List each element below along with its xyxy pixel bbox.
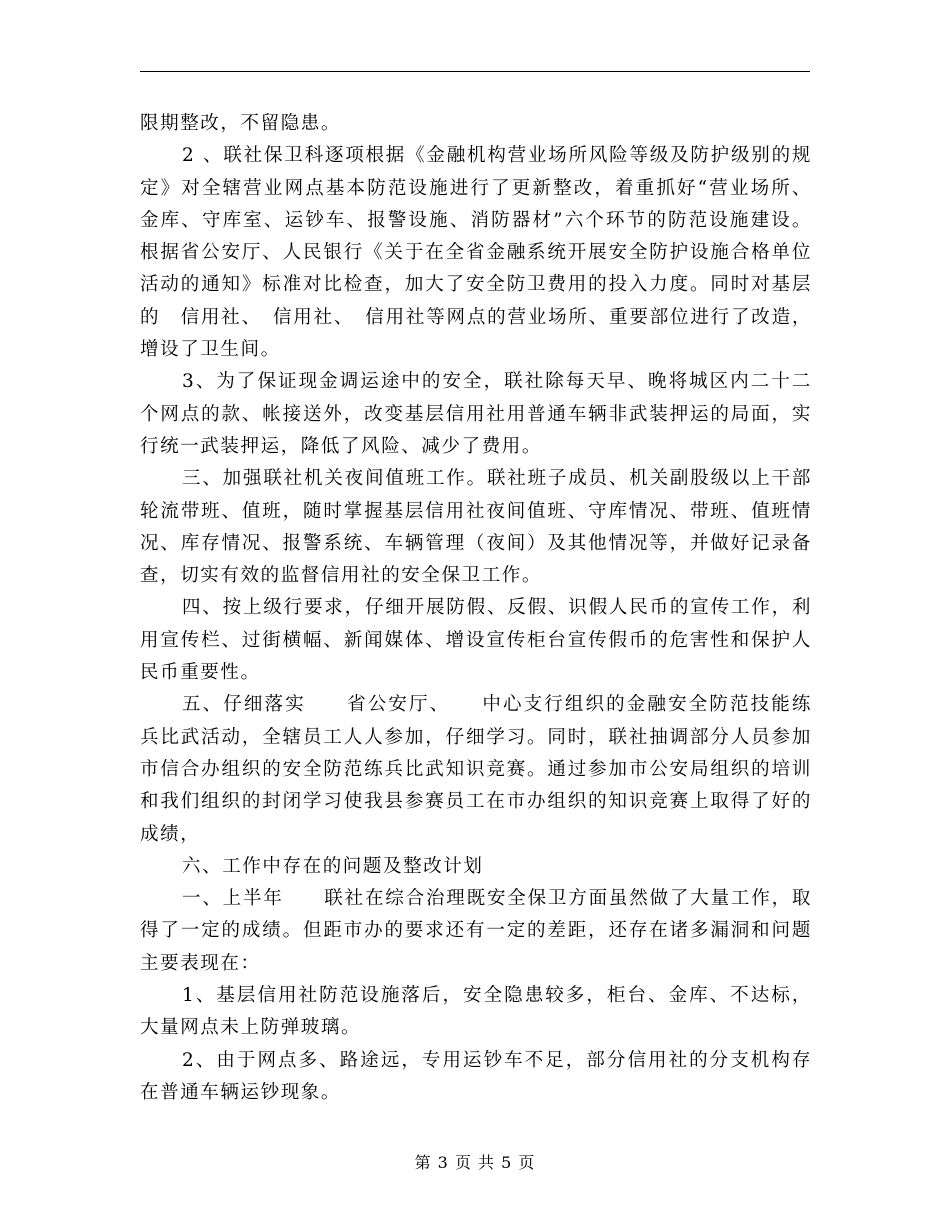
section-heading: 六、工作中存在的问题及整改计划	[182, 855, 484, 877]
paragraph: 1、基层信用社防范设施落后，安全隐患较多，柜台、金库、不达标，大量网点未上防弹玻璃。	[140, 985, 812, 1039]
body-text	[140, 108, 812, 1109]
paragraph: 五、仔细落实 省公安厅、 中心支行组织的金融安全防范技能练兵比武活动，全辖员工人人参加，仔细学习。同时，联社抽调部分人员参加市信合办组织的安全防范练兵比武知识竞赛。通过参加市公安局组织的培训和我们组织的封闭学习使我县参赛员工在市办组织的知识竞赛上取得了好的成绩，	[140, 694, 812, 845]
paragraph: 限期整改，不留隐患。	[140, 113, 342, 134]
header-rule	[140, 71, 810, 72]
paragraph: 一、上半年 联社在综合治理既安全保卫方面虽然做了大量工作，取得了一定的成绩。但距市办的要求还有一定的差距，还存在诸多漏洞和问题主要表现在：	[140, 888, 812, 974]
paragraph: 3、为了保证现金调运途中的安全，联社除每天早、晚将城区内二十二个网点的款、帐接送外，改变基层信用社用普通车辆非武装押运的局面，实行统一武装押运，降低了风险、减少了费用。	[140, 371, 812, 457]
paragraph: 2、由于网点多、路途远，专用运钞车不足，部分信用社的分支机构存在普通车辆运钞现象。	[140, 1049, 812, 1103]
page-number: 第 3 页 共 5 页	[414, 1153, 536, 1172]
paragraph: 三、加强联社机关夜间值班工作。联社班子成员、机关副股级以上干部轮流带班、值班，随时掌握基层信用社夜间值班、守库情况、带班、值班情况、库存情况、报警系统、车辆管理（夜间）及其他情况等，并做好记录备查，切实有效的监督信用社的安全保卫工作。	[140, 468, 812, 587]
paragraph: 2 、联社保卫科逐项根据《金融机构营业场所风险等级及防护级别的规定》对全辖营业网点基本防范设施进行了更新整改，着重抓好“营业场所、金库、守库室、运钞车、报警设施、消防器材”六个环节的防范设施建设。根据省公安厅、人民银行《关于在全省金融系统开展安全防护设施合格单位活动的通知》标准对比检查，加大了安全防卫费用的投入力度。同时对基层的 信用社、 信用社、 信用社等网点的营业场所、重要部位进行了改造，增设了卫生间。	[140, 145, 812, 361]
paragraph: 四、按上级行要求，仔细开展防假、反假、识假人民币的宣传工作，利用宣传栏、过街横幅、新闻媒体、增设宣传柜台宣传假币的危害性和保护人民币重要性。	[140, 597, 812, 684]
